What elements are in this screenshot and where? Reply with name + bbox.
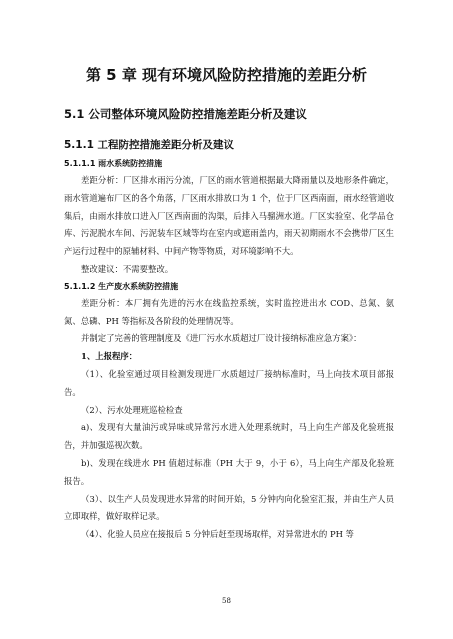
wastewater-plan: 并制定了完善的管理制度及《进厂污水水质超过厂设计接纳标准应急方案》： <box>81 333 362 344</box>
subsection-title: 5.1.1 工程防控措施差距分析及建议 <box>64 139 235 151</box>
procedure-item: （2）、污水处理班巡检检查 <box>81 404 183 415</box>
wastewater-heading: 5.1.1.2 生产废水系统防控措施 <box>64 281 179 291</box>
rain-gap-analysis: 差距分析：厂区排水雨污分流，厂区的雨水管道根据最大降雨量以及地形条件确定，雨水管道遍布厂区的各个角落，厂区雨水排放口为 1 个，位于厂区西南面，雨水经管道收集后，由雨水排放口进入厂区西南面的沟渠，后排入马骝洲水道。厂区实验室、化学品仓库、污泥脱水车间、污泥装车区域等均在室内或遮雨盖内，雨天初期雨水不会携带厂区生产运行过程中的原辅材料、中间产物等物质，对环境影响不大。 <box>64 175 394 257</box>
procedure-item: a)、发现有大量油污或异味或异常污水进入处理系统时，马上向生产部及化验班报告，并加强巡视次数。 <box>64 422 394 451</box>
rain-system-heading: 5.1.1.1 雨水系统防控措施 <box>64 159 163 168</box>
document-body <box>64 156 394 544</box>
chapter-title: 第 5 章 现有环境风险防控措施的差距分析 <box>85 66 368 84</box>
procedure-item: （1）、化验室通过项目检测发现进厂水质超过厂接纳标准时，马上向技术项目部报告。 <box>64 368 394 397</box>
section-title: 5.1 公司整体环境风险防控措施差距分析及建议 <box>64 107 307 121</box>
page-number: 58 <box>222 597 231 605</box>
report-procedure-title: 1、上报程序： <box>81 351 138 362</box>
wastewater-gap-analysis: 差距分析：本厂拥有先进的污水在线监控系统，实时监控进出水 COD、总氮、氨氮、总磷、PH 等指标及各阶段的处理情况等。 <box>64 297 394 326</box>
procedure-item: b)、发现在线进水 PH 值超过标准（PH 大于 9，小于 6），马上向生产部及化验班报告。 <box>64 457 394 486</box>
procedure-item: （4）、化验人员应在接报后 5 分钟后赶至现场取样，对异常进水的 PH 等 <box>81 529 354 540</box>
rain-advice: 整改建议：不需要整改。 <box>81 263 174 274</box>
procedure-item: （3）、以生产人员发现进水异常的时间开始，5 分钟内向化验室汇报，并由生产人员立即取样，做好取样记录。 <box>64 493 394 522</box>
